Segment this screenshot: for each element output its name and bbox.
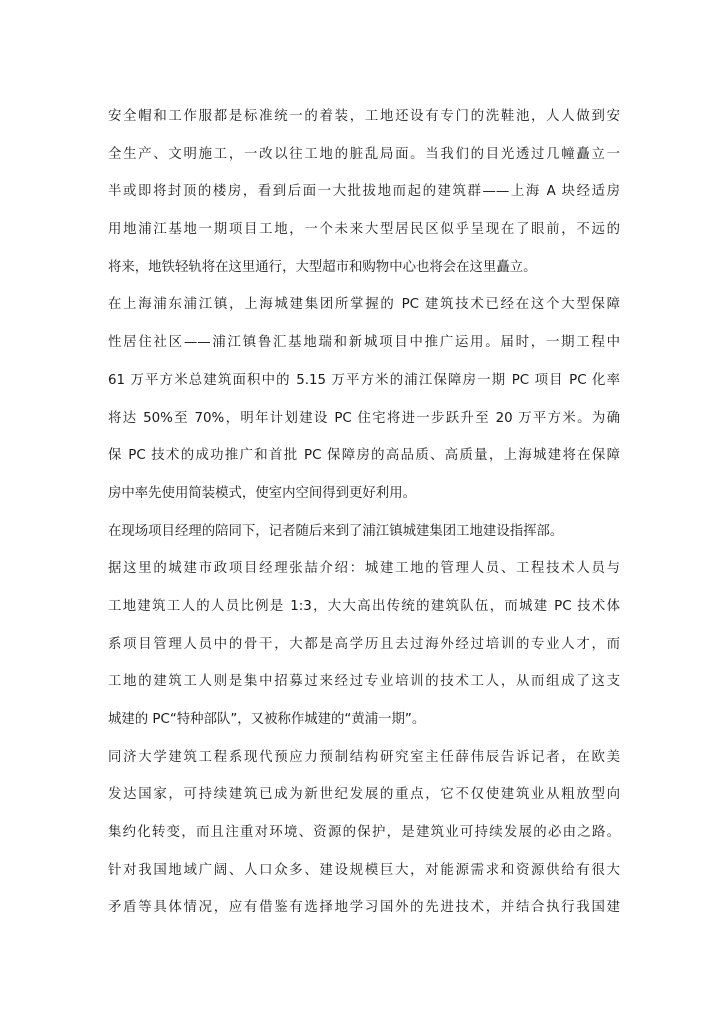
text-line: 性居住社区——浦江镇鲁汇基地瑞和新城项目中推广运用。届时，一期工程中 xyxy=(108,335,620,351)
text-line: 据这里的城建市政项目经理张喆介绍：城建工地的管理人员、工程技术人员与 xyxy=(108,561,620,577)
text-line: 在现场项目经理的陪同下，记者随后来到了浦江镇城建集团工地建设指挥部。 xyxy=(108,523,564,539)
text-line: 系项目管理人员中的骨干，大都是高学历且去过海外经过培训的专业人才，而 xyxy=(108,636,620,652)
text-line: 城建的 PC“特种部队”，又被称作城建的“黄浦一期”。 xyxy=(108,712,426,727)
text-line: 将来，地铁轻轨将在这里通行，大型超市和购物中心也将会在这里矗立。 xyxy=(108,259,537,275)
text-line: 发达国家，可持续建筑已成为新世纪发展的重点，它不仅使建筑业从粗放型向 xyxy=(108,787,620,803)
text-line: 在上海浦东浦江镇，上海城建集团所掌握的 PC 建筑技术已经在这个大型保障 xyxy=(108,297,620,313)
text-line: 针对我国地域广阔、人口众多、建设规模巨大，对能源需求和资源供给有很大 xyxy=(108,862,620,878)
text-line: 集约化转变，而且注重对环境、资源的保护，是建筑业可持续发展的必由之路。 xyxy=(108,825,620,841)
text-line: 工地建筑工人的人员比例是 1:3，大大高出传统的建筑队伍，而城建 PC 技术体 xyxy=(108,598,620,614)
text-line: 矛盾等具体情况，应有借鉴有选择地学习国外的先进技术，并结合执行我国建 xyxy=(108,900,620,916)
text-line: 全生产、文明施工，一改以往工地的脏乱局面。当我们的目光透过几幢矗立一 xyxy=(108,146,620,162)
text-line: 用地浦江基地一期项目工地，一个未来大型居民区似乎呈现在了眼前，不远的 xyxy=(108,222,620,238)
text-line: 安全帽和工作服都是标准统一的着装，工地还设有专门的洗鞋池，人人做到安 xyxy=(108,109,620,124)
text-line: 房中率先使用简装模式，使室内空间得到更好利用。 xyxy=(108,485,416,501)
article-body xyxy=(108,104,620,933)
text-line: 61 万平方米总建筑面积中的 5.15 万平方米的浦江保障房一期 PC 项目 PC 化率 xyxy=(108,372,620,388)
text-line: 保 PC 技术的成功推广和首批 PC 保障房的高品质、高质量，上海城建将在保障 xyxy=(108,448,620,464)
text-line: 工地的建筑工人则是集中招募过来经过专业培训的技术工人，从而组成了这支 xyxy=(108,674,620,690)
text-line: 将达 50%至 70%，明年计划建设 PC 住宅将进一步跃升至 20 万平方米。为确 xyxy=(108,410,620,426)
text-line: 半或即将封顶的楼房，看到后面一大批拔地而起的建筑群——上海 A 块经适房 xyxy=(108,184,620,200)
text-line: 同济大学建筑工程系现代预应力预制结构研究室主任薛伟辰告诉记者，在欧美 xyxy=(108,749,620,765)
